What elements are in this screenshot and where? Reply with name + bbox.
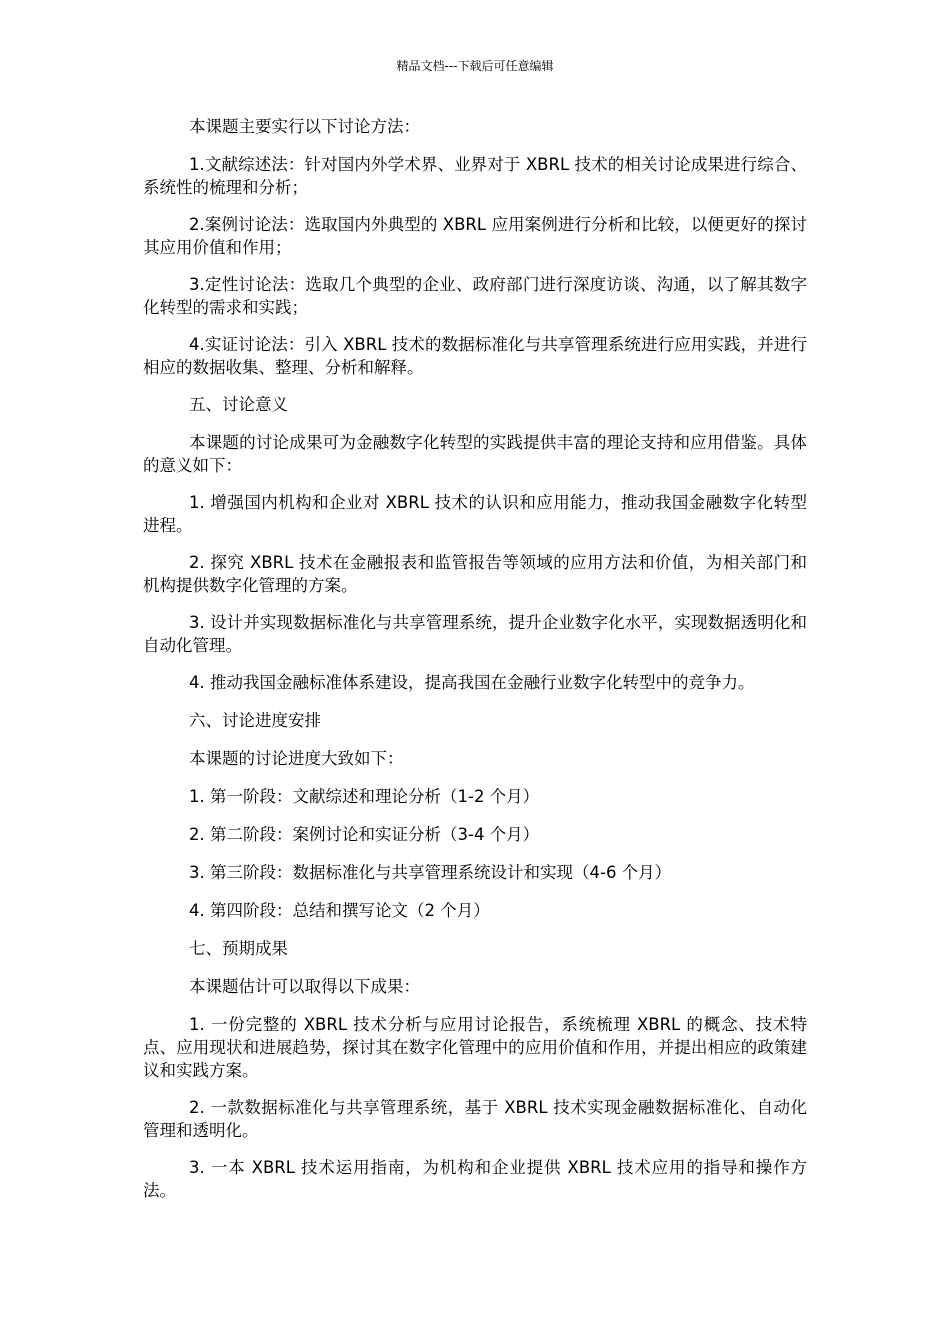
significance-item-3: 3. 设计并实现数据标准化与共享管理系统，提升企业数字化水平，实现数据透明化和自动化管理。	[143, 613, 807, 655]
section-heading-outcomes: 七、预期成果	[189, 939, 288, 958]
method-literature-review: 1.文献综述法：针对国内外学术界、业界对于 XBRL 技术的相关讨论成果进行综合、系统性的梳理和分析；	[143, 155, 807, 197]
section-heading-significance: 五、讨论意义	[189, 395, 288, 414]
significance-item-2: 2. 探究 XBRL 技术在金融报表和监管报告等领域的应用方法和价值，为相关部门和机构提供数字化管理的方案。	[143, 553, 807, 595]
method-empirical: 4.实证讨论法：引入 XBRL 技术的数据标准化与共享管理系统进行应用实践，并进行相应的数据收集、整理、分析和解释。	[143, 335, 807, 377]
section-heading-schedule: 六、讨论进度安排	[189, 711, 321, 730]
document-body	[143, 115, 807, 1216]
outcomes-intro: 本课题估计可以取得以下成果：	[189, 977, 420, 996]
methods-intro: 本课题主要实行以下讨论方法：	[189, 117, 420, 136]
significance-item-4: 4. 推动我国金融标准体系建设，提高我国在金融行业数字化转型中的竞争力。	[189, 673, 755, 692]
schedule-stage-1: 1. 第一阶段：文献综述和理论分析（1-2 个月）	[189, 787, 540, 806]
method-qualitative: 3.定性讨论法：选取几个典型的企业、政府部门进行深度访谈、沟通，以了解其数字化转型的需求和实践；	[143, 275, 807, 317]
outcome-item-3: 3. 一本 XBRL 技术运用指南，为机构和企业提供 XBRL 技术应用的指导和操作方法。	[143, 1158, 807, 1200]
outcome-item-1: 1. 一份完整的 XBRL 技术分析与应用讨论报告，系统梳理 XBRL 的概念、技术特点、应用现状和进展趋势，探讨其在数字化管理中的应用价值和作用，并提出相应的政策建议和实践方案。	[143, 1015, 807, 1080]
schedule-intro: 本课题的讨论进度大致如下：	[189, 749, 404, 768]
outcome-item-2: 2. 一款数据标准化与共享管理系统，基于 XBRL 技术实现金融数据标准化、自动化管理和透明化。	[143, 1098, 807, 1140]
significance-intro: 本课题的讨论成果可为金融数字化转型的实践提供丰富的理论支持和应用借鉴。具体的意义如下：	[143, 433, 807, 475]
page-header: 精品文档---下载后可任意编辑	[396, 59, 554, 73]
method-case-study: 2.案例讨论法：选取国内外典型的 XBRL 应用案例进行分析和比较，以便更好的探讨其应用价值和作用；	[143, 215, 807, 257]
schedule-stage-2: 2. 第二阶段：案例讨论和实证分析（3-4 个月）	[189, 825, 540, 844]
schedule-stage-3: 3. 第三阶段：数据标准化与共享管理系统设计和实现（4-6 个月）	[189, 863, 672, 882]
schedule-stage-4: 4. 第四阶段：总结和撰写论文（2 个月）	[189, 901, 490, 920]
significance-item-1: 1. 增强国内机构和企业对 XBRL 技术的认识和应用能力，推动我国金融数字化转型进程。	[143, 493, 807, 535]
